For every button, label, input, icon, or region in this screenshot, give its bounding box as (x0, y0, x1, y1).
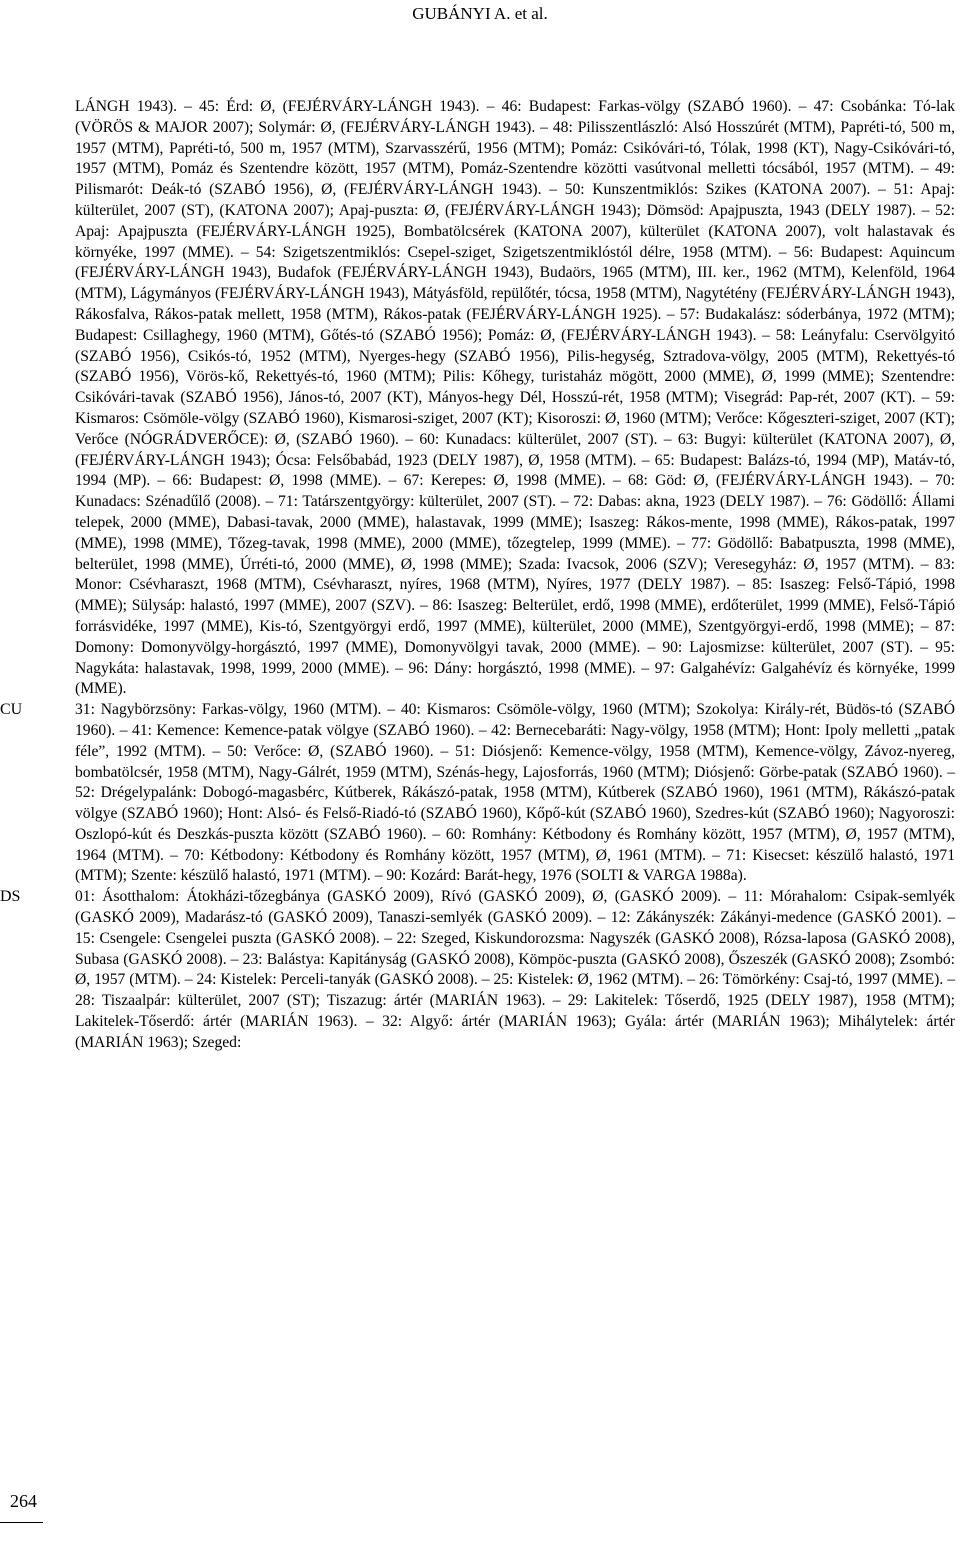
section-text-ds: 01: Ásotthalom: Átokházi-tőzegbánya (GASKÓ 2009), Rívó (GASKÓ 2009), Ø, (GASKÓ 2009). – 11: Mórahalom: Csipak-semlyék (GASKÓ 2009), Madarász-tó (GASKÓ 2009), Tanaszi-semlyék (GASKÓ 2009). – 12: Zákányszék: Zákányi-medence (GASKÓ 2001). – 15: Csengele: Csengelei puszta (GASKÓ 2008). – 22: Szeged, Kiskundorozsma: Nagyszék (GASKÓ 2008), Rózsa-laposa (GASKÓ 2008), Subasa (GASKÓ 2008). – 23: Balástya: Kapitányság (GASKÓ 2008), Kömpöc-puszta (GASKÓ 2008), Őszeszék (GASKÓ 2008); Zsombó: Ø, 1957 (MTM). – 24: Kistelek: Perceli-tanyák (GASKÓ 2008). – 25: Kistelek: Ø, 1962 (MTM). – 26: Tömörkény: Csaj-tó, 1997 (MME). – 28: Tiszaalpár: külterület, 2007 (ST); Tiszazug: ártér (MARIÁN 1963). – 29: Lakitelek: Tőserdő, 1925 (DELY 1987), 1958 (MTM); Lakitelek-Tőserdő: ártér (MARIÁN 1963). – 32: Algyő: ártér (MARIÁN 1963); Gyála: ártér (MARIÁN 1963); Mihálytelek: ártér (MARIÁN 1963); Szeged: (75, 888, 955, 1051)
section-ds (0, 887, 955, 1053)
running-header (0, 4, 960, 24)
section-label-ds: DS (0, 888, 21, 906)
section-continuation (75, 97, 955, 700)
page-number: 264 (10, 1491, 37, 1511)
section-cu (0, 700, 955, 887)
footer-rule (0, 1522, 43, 1523)
section-text: LÁNGH 1943). – 45: Érd: Ø, (FEJÉRVÁRY-LÁNGH 1943). – 46: Budapest: Farkas-völgy (SZABÓ 1960). – 47: Csobánka: Tó-lak (VÖRÖS & MAJOR 2007); Solymár: Ø, (FEJÉRVÁRY-LÁNGH 1943). – 48: Pilisszentlászló: Alsó Hosszúrét (MTM), Papréti-tó, 500 m, 1957 (MTM), Papréti-tó, 500 m, 1957 (MTM), Szarvasszérű, 1956 (MTM); Pomáz: Csikóvári-tó, Tólak, 1998 (KT), Nagy-Csikóvári-tó, 1957 (MTM), Pomáz és Szentendre között, 1957 (MTM), Pomáz-Szentendre közötti vasútvonal melletti tócsából, 1957 (MTM). – 49: Pilismarót: Deák-tó (SZABÓ 1956), Ø, (FEJÉRVÁRY-LÁNGH 1943). – 50: Kunszentmiklós: Szikes (KATONA 2007). – 51: Apaj: külterület, 2007 (ST), (KATONA 2007); Apaj-puszta: Ø, (FEJÉRVÁRY-LÁNGH 1943); Dömsöd: Apajpuszta, 1943 (DELY 1987). – 52: Apaj: Apajpuszta (FEJÉRVÁRY-LÁNGH 1925), Bombatölcsérek (KATONA 2007), külterület (KATONA 2007), volt halastavak és környéke, 1997 (MME). – 54: Szigetszentmiklós: Csepel-sziget, Szigetszentmiklóstól délre, 1958 (MTM). – 56: Budapest: Aquincum (FEJÉRVÁRY-LÁNGH 1943), Budafok (FEJÉRVÁRY-LÁNGH 1943), Budaörs, 1965 (MTM), III. ker., 1962 (MTM), Kelenföld, 1964 (MTM), Lágymányos (FEJÉRVÁRY-LÁNGH 1943), Mátyásföld, repülőtér, tócsa, 1958 (MTM), Nagytétény (FEJÉRVÁRY-LÁNGH 1943), Rákosfalva, Rákos-patak mellett, 1958 (MTM), Rákos-patak (FEJÉRVÁRY-LÁNGH 1925). – 57: Budakalász: sóderbánya, 1972 (MTM); Budapest: Csillaghegy, 1960 (MTM), Gőtés-tó (SZABÓ 1956); Pomáz: Ø, (FEJÉRVÁRY-LÁNGH 1943). – 58: Leányfalu: Cservölgyitó (SZABÓ 1956), Csikós-tó, 1952 (MTM), Nyerges-hegy (SZABÓ 1956), Pilis-hegység, Sztradova-völgy, 2005 (MTM), Rekettyés-tó (SZABÓ 1956), Vörös-kő, Rekettyés-tó, 1960 (MTM); Pilis: Kőhegy, turistaház mögött, 2000 (MME), Ø, 1999 (MME); Szentendre: Csikóvári-tavak (SZABÓ 1956), János-tó, 2007 (KT), Mányos-hegy Dél, Hosszú-rét, 1958 (MTM); Visegrád: Pap-rét, 2007 (KT). – 59: Kismaros: Csömöle-völgy (SZABÓ 1960), Kismarosi-sziget, 2007 (KT); Kisoroszi: Ø, 1960 (MTM); Verőce: Kőgeszteri-sziget, 2007 (KT); Verőce (NÓGRÁDVERŐCE): Ø, (SZABÓ 1960). – 60: Kunadacs: külterület, 2007 (ST). – 63: Bugyi: külterület (KATONA 2007), Ø, (FEJÉRVÁRY-LÁNGH 1943); Ócsa: Felsőbabád, 1923 (DELY 1987), Ø, 1958 (MTM). – 65: Budapest: Balázs-tó, 1994 (MP), Matáv-tó, 1994 (MP). – 66: Budapest: Ø, 1998 (MME). – 67: Kerepes: Ø, 1998 (MME). – 68: Göd: Ø, (FEJÉRVÁRY-LÁNGH 1943). – 70: Kunadacs: Szénadűlő (2008). – 71: Tatárszentgyörgy: külterület, 2007 (ST). – 72: Dabas: akna, 1923 (DELY 1987). – 76: Gödöllő: Állami telepek, 2000 (MME), Dabasi-tavak, 2000 (MME), halastavak, 1999 (MME); Isaszeg: Rákos-mente, 1998 (MME), Rákos-patak, 1997 (MME), 1998 (MME), Tőzeg-tavak, 1998 (MME), 2000 (MME), tőzegtelep, 1999 (MME). – 77: Gödöllő: Babatpuszta, 1998 (MME), belterület, 1998 (MME), Úrréti-tó, 2000 (MME), Ø, 1998 (MME); Szada: Ivacsok, 2006 (SZV); Veresegyház: Ø, 1957 (MTM). – 83: Monor: Csévharaszt, 1968 (MTM), Csévharaszt, nyíres, 1968 (MTM), Nyíres, 1977 (DELY 1987). – 85: Isaszeg: Felső-Tápió, 1998 (MME); Sülysáp: halastó, 1997 (MME), 2007 (SZV). – 86: Isaszeg: Belterület, erdő, 1998 (MME), erdőterület, 1999 (MME), Felső-Tápió forrásvidéke, 1997 (MME), Kis-tó, Szentgyörgyi erdő, 1997 (MME), külterület, 2000 (MME), Szentgyörgyi-erdő, 1998 (MME); – 87: Domony: Domonyvölgy-horgásztó, 1997 (MME), Domonyvölgyi tavak, 2000 (MME). – 90: Lajosmizse: külterület, 2007 (ST). – 95: Nagykáta: halastavak, 1998, 1999, 2000 (MME). – 96: Dány: horgásztó, 1998 (MME). – 97: Galgahévíz: Galgahévíz és környéke, 1999 (MME). (75, 98, 955, 698)
section-label-cu: CU (0, 701, 23, 719)
running-title: GUBÁNYI A. et al. (412, 4, 548, 23)
document-body (0, 97, 955, 1054)
section-text-cu: 31: Nagybörzsöny: Farkas-völgy, 1960 (MTM). – 40: Kismaros: Csömöle-völgy, 1960 (MTM); Szokolya: Király-rét, Büdös-tó (SZABÓ 1960). – 41: Kemence: Kemence-patak völgye (SZABÓ 1960). – 42: Bernecebaráti: Nagy-völgy, 1958 (MTM); Hont: Ipoly melletti „patak féle”, 1992 (MTM). – 50: Verőce: Ø, (SZABÓ 1960). – 51: Diósjenő: Kemence-völgy, 1958 (MTM), Kemence-völgy, Závoz-nyereg, bombatölcsér, 1958 (MTM), Nagy-Gálrét, 1959 (MTM), Szénás-hegy, Lajosforrás, 1960 (MTM); Diósjenő: Görbe-patak (SZABÓ 1960). – 52: Drégelypalánk: Dobogó-magasbérc, Kútberek, Rákászó-patak, 1958 (MTM), Kútberek (SZABÓ 1960), 1961 (MTM), Rákászó-patak völgye (SZABÓ 1960); Hont: Alsó- és Felső-Riadó-tó (SZABÓ 1960), Kőpő-kút (SZABÓ 1960), Szedres-kút (SZABÓ 1960); Nagyoroszi: Oszlopó-kút és Deszkás-puszta között (SZABÓ 1960). – 60: Romhány: Kétbodony és Romhány között, 1957 (MTM), Ø, 1957 (MTM), 1964 (MTM). – 70: Kétbodony: Kétbodony és Romhány között, 1957 (MTM), Ø, 1961 (MTM). – 71: Kisecset: készülő halastó, 1971 (MTM); Szente: készülő halastó, 1971 (MTM). – 90: Kozárd: Barát-hegy, 1976 (SOLTI & VARGA 1988a). (75, 701, 955, 885)
